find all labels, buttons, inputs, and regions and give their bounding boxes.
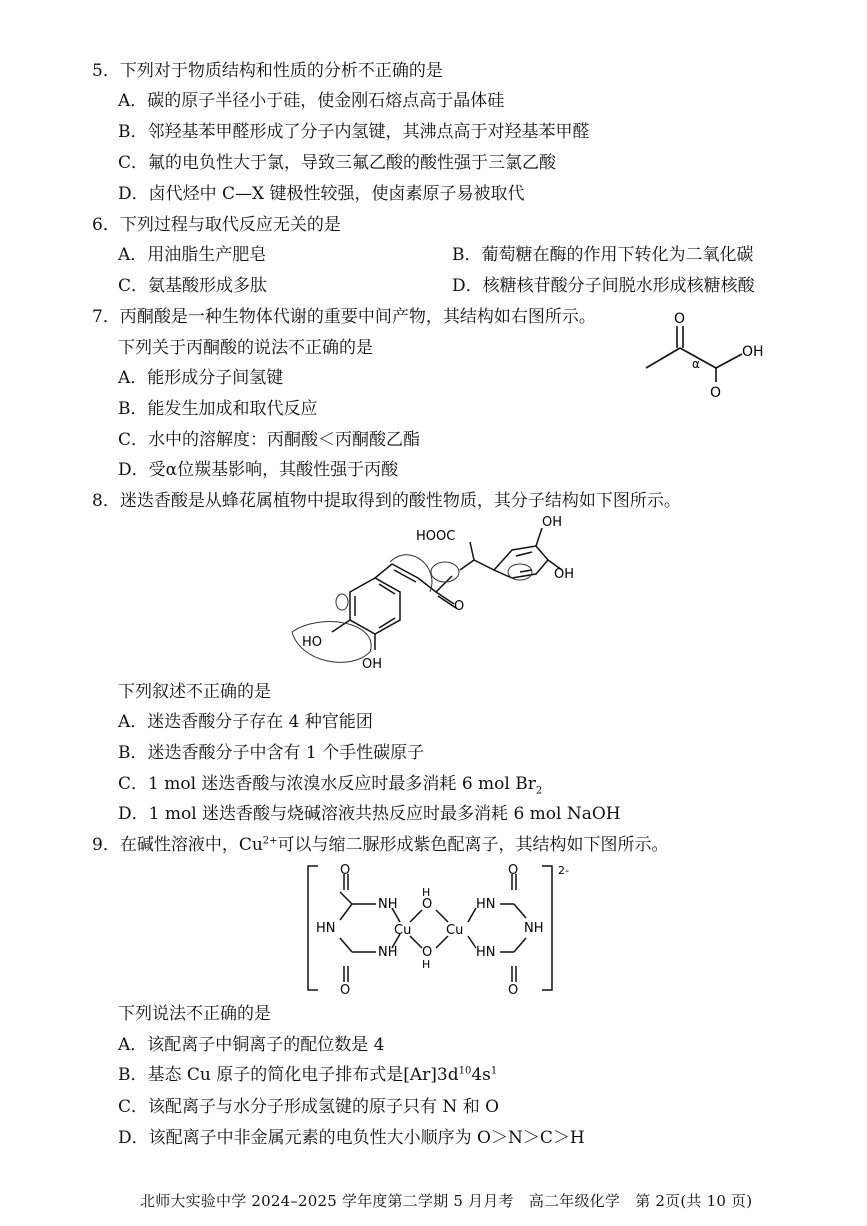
q8-sub-stem: 下列叙述不正确的是: [118, 682, 271, 702]
q9-stem-text-a: 9．在碱性溶液中，Cu: [92, 835, 263, 855]
pyruvic-alpha-label: α: [692, 357, 700, 371]
pyruvic-o-bottom: O: [710, 385, 722, 401]
q9-option-b-text-b: 4s: [471, 1065, 491, 1085]
biuret-cu-left: Cu: [394, 923, 412, 938]
biuret-nh-right: NH: [524, 921, 544, 936]
biuret-o-bridge-top: O: [422, 897, 433, 912]
biuret-nh-bottom-left: NH: [378, 945, 398, 960]
q6-option-b: B．葡萄糖在酶的作用下转化为二氧化碳: [452, 245, 754, 265]
q8-stem: 8．迷迭香酸是从蜂花属植物中提取得到的酸性物质，其分子结构如下图所示。: [92, 491, 681, 511]
q9-stem-text-b: 可以与缩二脲形成紫色配离子，其结构如下图所示。: [277, 835, 669, 855]
q9-stem: [92, 834, 669, 856]
q5-option-d: D．卤代烃中 C—X 键极性较强，使卤素原子易被取代: [118, 184, 525, 204]
rosmarinic-oh-bottom: OH: [362, 657, 383, 672]
pyruvic-oh: OH: [742, 344, 764, 360]
q6-option-d: D．核糖核苷酸分子间脱水形成核糖核酸: [452, 276, 755, 296]
q9-option-b: [118, 1064, 497, 1086]
q7-stem: 7．丙酮酸是一种生物体代谢的重要中间产物，其结构如右图所示。: [92, 307, 596, 327]
q9-option-b-text-a: B．基态 Cu 原子的简化电子排布式是[Ar]3d: [118, 1065, 459, 1085]
pyruvic-acid-structure: [636, 304, 786, 404]
q9-option-b-sup-1: 10: [458, 1065, 472, 1077]
q7-option-b: B．能发生加成和取代反应: [118, 399, 318, 419]
q5-option-a: A．碳的原子半径小于硅，使金刚石熔点高于晶体硅: [118, 91, 505, 111]
q8-option-d: D．1 mol 迷迭香酸与烧碱溶液共热反应时最多消耗 6 mol NaOH: [118, 804, 621, 824]
q7-option-a: A．能形成分子间氢键: [118, 368, 284, 388]
q5-option-c: C．氟的电负性大于氯，导致三氟乙酸的酸性强于三氯乙酸: [118, 153, 557, 173]
q5-option-b: B．邻羟基苯甲醛形成了分子内氢键，其沸点高于对羟基苯甲醛: [118, 122, 590, 142]
q9-option-b-sup-2: 1: [490, 1065, 498, 1077]
pyruvic-o-top: O: [674, 311, 686, 327]
rosmarinic-hooc: HOOC: [416, 529, 456, 544]
q8-option-a: A．迷迭香酸分子存在 4 种官能团: [118, 712, 373, 732]
page-footer: 北师大实验中学 2024–2025 学年度第二学期 5 月月考 高二年级化学 第 2页(共 10 页): [140, 1192, 753, 1210]
biuret-hn-left: HN: [316, 921, 336, 936]
q9-option-d: D．该配离子中非金属元素的电负性大小顺序为 O＞N＞C＞H: [118, 1128, 585, 1148]
q9-sub-stem: 下列说法不正确的是: [118, 1004, 271, 1024]
q6-stem: 6．下列过程与取代反应无关的是: [92, 215, 341, 235]
q5-stem: 5．下列对于物质结构和性质的分析不正确的是: [92, 61, 443, 81]
q8-option-c-text: C．1 mol 迷迭香酸与浓溴水反应时最多消耗 6 mol Br: [118, 774, 536, 794]
q9-stem-superscript: 2+: [262, 835, 278, 847]
biuret-charge: 2-: [558, 864, 569, 877]
q9-option-c: C．该配离子与水分子形成氢键的原子只有 N 和 O: [118, 1097, 500, 1117]
biuret-o-bottom-right: O: [508, 983, 519, 996]
q6-option-a: A．用油脂生产肥皂: [118, 245, 267, 265]
biuret-o-bridge-bottom: O: [422, 945, 433, 960]
biuret-o-bottom-left: O: [340, 983, 351, 996]
q7-option-c: C．水中的溶解度：丙酮酸＜丙酮酸乙酯: [118, 430, 421, 450]
rosmarinic-oh-top: OH: [542, 515, 563, 530]
rosmarinic-carbonyl-o: O: [454, 599, 465, 614]
rosmarinic-acid-structure: [280, 512, 600, 682]
biuret-h-top: H: [422, 886, 431, 899]
biuret-complex-structure: [300, 860, 590, 996]
q8-option-c: [118, 773, 542, 795]
biuret-nh-top-left: NH: [378, 897, 398, 912]
biuret-hn-bottom-right: HN: [476, 945, 496, 960]
q8-option-c-subscript: 2: [535, 785, 543, 797]
biuret-o-top-right: O: [508, 863, 519, 878]
biuret-hn-top-right: HN: [476, 897, 496, 912]
q6-option-c: C．氨基酸形成多肽: [118, 276, 268, 296]
biuret-h-bottom: H: [422, 958, 431, 971]
q9-option-a: A．该配离子中铜离子的配位数是 4: [118, 1035, 385, 1055]
q7-sub-stem: 下列关于丙酮酸的说法不正确的是: [118, 338, 373, 358]
q8-option-b: B．迷迭香酸分子中含有 1 个手性碳原子: [118, 743, 425, 763]
rosmarinic-oh-right: OH: [554, 567, 575, 582]
q7-option-d: D．受α位羰基影响，其酸性强于丙酸: [118, 460, 399, 480]
biuret-cu-right: Cu: [446, 923, 464, 938]
biuret-o-top-left: O: [340, 863, 351, 878]
rosmarinic-ho: HO: [302, 635, 323, 650]
